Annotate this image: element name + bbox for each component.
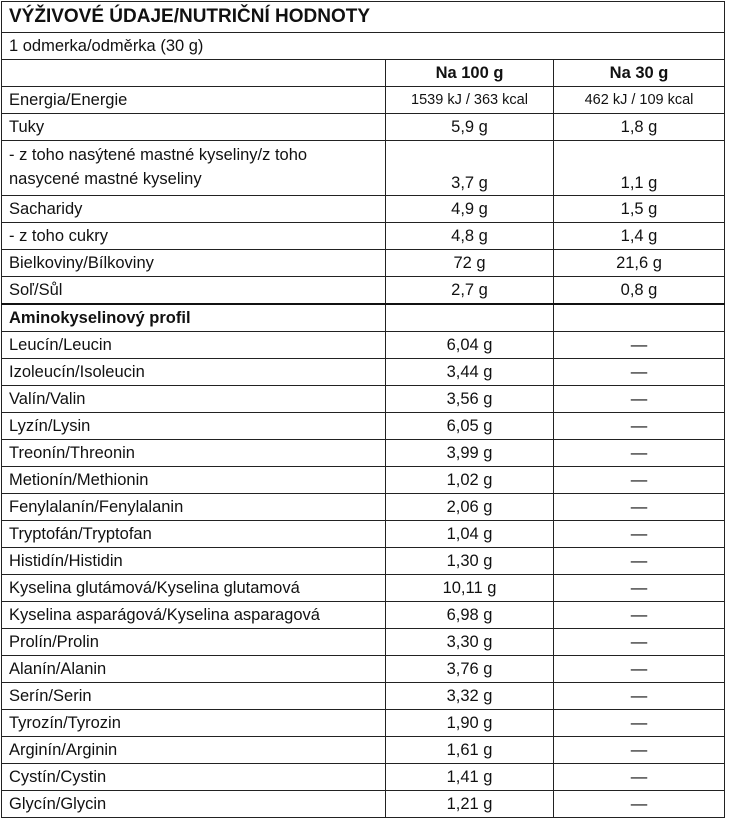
amino-section-row [2,304,725,332]
value-per-100g: 1539 kJ / 363 kcal [386,87,554,114]
nutrient-label: Alanín/Alanin [2,656,386,683]
value-per-100g: 6,98 g [386,602,554,629]
nutrient-label: Bielkoviny/Bílkoviny [2,250,386,277]
amino-row [2,656,725,683]
amino-row [2,521,725,548]
nutrient-label: Prolín/Prolin [2,629,386,656]
nutrient-row [2,223,725,250]
amino-row [2,359,725,386]
amino-row [2,764,725,791]
value-per-100g: 1,90 g [386,710,554,737]
nutrient-label: Metionín/Methionin [2,467,386,494]
nutrient-row [2,277,725,305]
nutrient-label: - z toho nasýtené mastné kyseliny/z toho nasycené mastné kyseliny [2,141,386,196]
value-per-100g: 1,30 g [386,548,554,575]
value-per-30g: — [554,575,725,602]
nutrient-label: Izoleucín/Isoleucin [2,359,386,386]
column-header-per30: Na 30 g [554,60,725,87]
column-header-per100: Na 100 g [386,60,554,87]
nutrient-label: Fenylalanín/Fenylalanin [2,494,386,521]
amino-row [2,467,725,494]
value-per-30g: — [554,494,725,521]
nutrient-label: Histidín/Histidin [2,548,386,575]
amino-row [2,494,725,521]
nutrient-label: Valín/Valin [2,386,386,413]
nutrient-label: Soľ/Sůl [2,277,386,305]
amino-row [2,683,725,710]
empty-cell [554,304,725,332]
value-per-30g: — [554,521,725,548]
nutrient-row [2,196,725,223]
value-per-100g: 6,04 g [386,332,554,359]
value-per-100g: 72 g [386,250,554,277]
nutrition-table-container [1,1,724,818]
value-per-30g: — [554,386,725,413]
value-per-30g: 1,1 g [554,141,725,196]
value-per-30g: — [554,359,725,386]
value-per-30g: — [554,764,725,791]
value-per-100g: 4,8 g [386,223,554,250]
amino-row [2,440,725,467]
amino-row [2,737,725,764]
amino-row [2,332,725,359]
nutrient-label: Tuky [2,114,386,141]
amino-row [2,548,725,575]
serving-size: 1 odmerka/odměrka (30 g) [2,33,725,60]
nutrition-table [1,1,725,818]
value-per-100g: 3,44 g [386,359,554,386]
value-per-30g: — [554,332,725,359]
nutrient-label: Tyrozín/Tyrozin [2,710,386,737]
nutrient-label: Kyselina asparágová/Kyselina asparagová [2,602,386,629]
value-per-100g: 5,9 g [386,114,554,141]
table-title-row [2,2,725,33]
amino-row [2,575,725,602]
nutrient-label: Tryptofán/Tryptofan [2,521,386,548]
nutrient-label: Energia/Energie [2,87,386,114]
table-title: VÝŽIVOVÉ ÚDAJE/NUTRIČNÍ HODNOTY [2,2,725,33]
value-per-30g: — [554,629,725,656]
value-per-100g: 1,61 g [386,737,554,764]
value-per-100g: 3,76 g [386,656,554,683]
value-per-30g: — [554,548,725,575]
value-per-100g: 1,41 g [386,764,554,791]
amino-row [2,791,725,818]
amino-section-title: Aminokyselinový profil [2,304,386,332]
value-per-100g: 3,56 g [386,386,554,413]
nutrient-row [2,250,725,277]
value-per-100g: 3,99 g [386,440,554,467]
value-per-100g: 1,21 g [386,791,554,818]
value-per-30g: 1,4 g [554,223,725,250]
value-per-100g: 2,7 g [386,277,554,305]
value-per-100g: 6,05 g [386,413,554,440]
value-per-100g: 1,04 g [386,521,554,548]
value-per-100g: 10,11 g [386,575,554,602]
amino-row [2,602,725,629]
value-per-30g: — [554,440,725,467]
value-per-100g: 1,02 g [386,467,554,494]
nutrient-label: Treonín/Threonin [2,440,386,467]
value-per-100g: 2,06 g [386,494,554,521]
value-per-30g: — [554,602,725,629]
empty-cell [386,304,554,332]
nutrient-label: Arginín/Arginin [2,737,386,764]
value-per-30g: 1,5 g [554,196,725,223]
column-header-label [2,60,386,87]
nutrient-label: Serín/Serin [2,683,386,710]
value-per-100g: 3,32 g [386,683,554,710]
value-per-30g: 0,8 g [554,277,725,305]
value-per-100g: 4,9 g [386,196,554,223]
nutrient-label: Sacharidy [2,196,386,223]
value-per-100g: 3,7 g [386,141,554,196]
value-per-30g: — [554,467,725,494]
nutrient-label: Glycín/Glycin [2,791,386,818]
value-per-30g: 1,8 g [554,114,725,141]
value-per-30g: 462 kJ / 109 kcal [554,87,725,114]
nutrient-row [2,114,725,141]
value-per-30g: — [554,791,725,818]
value-per-30g: — [554,737,725,764]
value-per-30g: — [554,413,725,440]
value-per-30g: — [554,683,725,710]
value-per-30g: — [554,710,725,737]
amino-row [2,386,725,413]
nutrient-label: Cystín/Cystin [2,764,386,791]
amino-row [2,413,725,440]
serving-row [2,33,725,60]
value-per-100g: 3,30 g [386,629,554,656]
nutrient-row [2,87,725,114]
nutrient-label: Kyselina glutámová/Kyselina glutamová [2,575,386,602]
column-header-row [2,60,725,87]
nutrient-row [2,141,725,196]
amino-row [2,710,725,737]
nutrient-label: Leucín/Leucin [2,332,386,359]
value-per-30g: 21,6 g [554,250,725,277]
nutrient-label: - z toho cukry [2,223,386,250]
amino-row [2,629,725,656]
nutrient-label: Lyzín/Lysin [2,413,386,440]
value-per-30g: — [554,656,725,683]
